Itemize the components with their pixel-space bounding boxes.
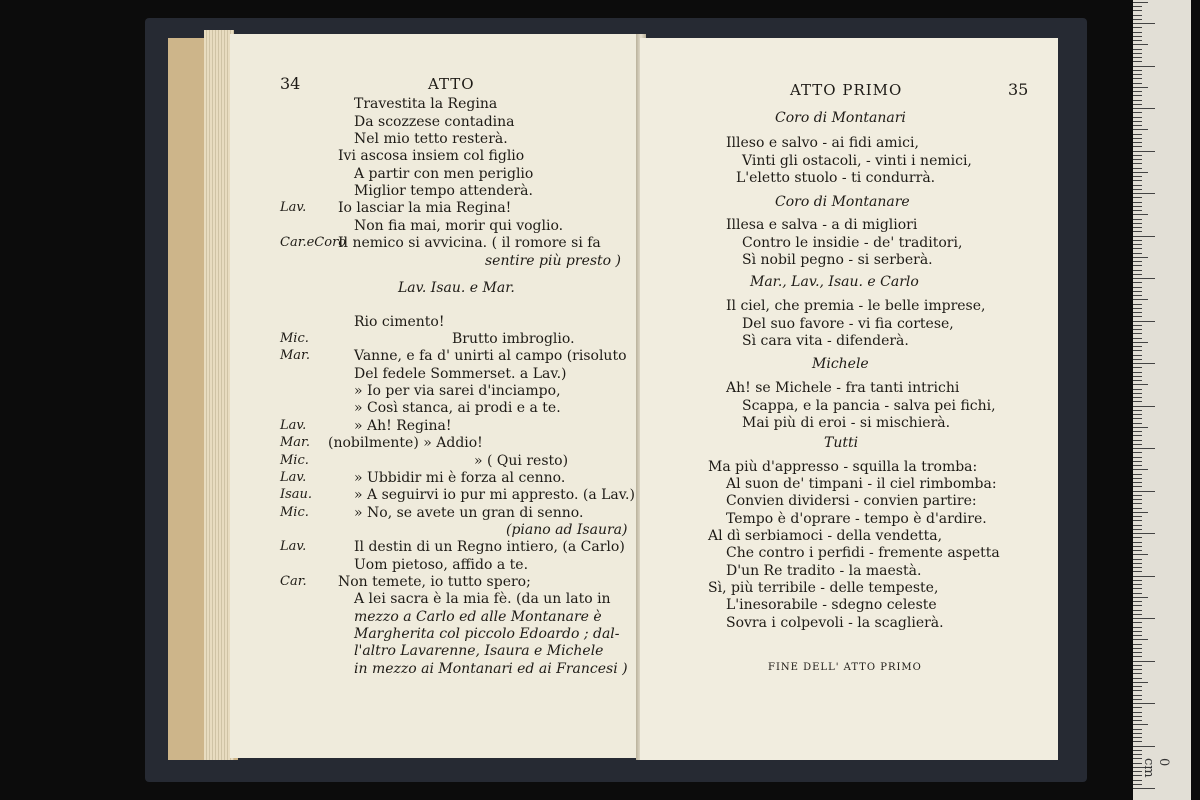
- ruler-tick: [1133, 236, 1155, 237]
- verse-line: Margherita col piccolo Edoardo ; dal-: [354, 626, 620, 642]
- ruler-tick: [1133, 508, 1142, 509]
- verse-line: Che contro i perfidi - fremente aspetta: [726, 545, 1000, 561]
- verse-line: Del fedele Sommerset. a Lav.): [354, 366, 567, 382]
- ruler-unit: 0 cm: [1141, 758, 1171, 778]
- ruler-tick: [1133, 2, 1148, 3]
- ruler-tick: [1133, 427, 1148, 428]
- ruler-tick: [1133, 631, 1142, 632]
- verse-line: (piano ad Isaura): [506, 522, 628, 538]
- ruler-tick: [1133, 605, 1142, 606]
- ruler-tick: [1133, 219, 1142, 220]
- ruler-tick: [1133, 282, 1142, 283]
- ruler-tick: [1133, 87, 1148, 88]
- section-title: Mar., Lav., Isau. e Carlo: [750, 274, 919, 290]
- ruler-tick: [1133, 648, 1142, 649]
- ruler-tick: [1133, 253, 1142, 254]
- ruler-tick: [1133, 533, 1155, 534]
- verse-line: Sì nobil pegno - si serberà.: [742, 252, 933, 268]
- ruler-tick: [1133, 172, 1148, 173]
- ruler-tick: [1133, 673, 1142, 674]
- ruler-tick: [1133, 406, 1155, 407]
- ruler-tick: [1133, 486, 1142, 487]
- ruler-tick: [1133, 244, 1142, 245]
- ruler-tick: [1133, 737, 1142, 738]
- ruler-tick: [1133, 227, 1142, 228]
- verse-line: » ( Qui resto): [474, 453, 569, 469]
- ruler-tick: [1133, 571, 1142, 572]
- ruler-tick: [1133, 125, 1142, 126]
- verse-line: D'un Re tradito - la maestà.: [726, 563, 922, 579]
- ruler-tick: [1133, 610, 1142, 611]
- verse-line: Scappa, e la pancia - salva pei fichi,: [742, 398, 996, 414]
- ruler-tick: [1133, 393, 1142, 394]
- verse-line: Il destin di un Regno intiero, (a Carlo): [354, 539, 625, 555]
- ruler-tick: [1133, 741, 1142, 742]
- ruler-tick: [1133, 410, 1142, 411]
- ruler-tick: [1133, 457, 1142, 458]
- verse-line: in mezzo ai Montanari ed ai Francesi ): [354, 661, 628, 677]
- ruler-tick: [1133, 576, 1155, 577]
- ruler-tick: [1133, 401, 1142, 402]
- ruler-tick: [1133, 278, 1155, 279]
- ruler-tick: [1133, 138, 1142, 139]
- page-header: ATTO: [428, 75, 475, 93]
- ruler-tick: [1133, 482, 1142, 483]
- speaker-label: Lav.: [280, 470, 307, 485]
- ruler-tick: [1133, 117, 1142, 118]
- ruler-tick: [1133, 168, 1142, 169]
- verse-line: Il nemico si avvicina. ( il romore si fa: [338, 235, 601, 251]
- ruler-tick: [1133, 690, 1142, 691]
- ruler-tick: [1133, 367, 1142, 368]
- ruler-tick: [1133, 146, 1142, 147]
- ruler-tick: [1133, 32, 1142, 33]
- ruler-tick: [1133, 342, 1148, 343]
- verse-line: Sovra i colpevoli - la scaglierà.: [726, 615, 944, 631]
- ruler-tick: [1133, 686, 1142, 687]
- ruler-tick: [1133, 91, 1142, 92]
- ruler-tick: [1133, 36, 1142, 37]
- ruler-tick: [1133, 780, 1142, 781]
- ruler-tick: [1133, 448, 1155, 449]
- ruler-tick: [1133, 299, 1148, 300]
- ruler-tick: [1133, 563, 1142, 564]
- ruler-tick: [1133, 452, 1142, 453]
- verse-line: Non fia mai, morir qui voglio.: [354, 218, 564, 234]
- ruler-tick: [1133, 784, 1142, 785]
- ruler-tick: [1133, 291, 1142, 292]
- ruler-tick: [1133, 652, 1142, 653]
- ruler-tick: [1133, 355, 1142, 356]
- ruler-tick: [1133, 389, 1142, 390]
- ruler-tick: [1133, 788, 1155, 789]
- ruler-tick: [1133, 733, 1142, 734]
- ruler-tick: [1133, 435, 1142, 436]
- ruler-tick: [1133, 287, 1142, 288]
- ruler-tick: [1133, 461, 1142, 462]
- ruler-tick: [1133, 695, 1142, 696]
- ruler-tick: [1133, 27, 1142, 28]
- ruler-tick: [1133, 53, 1142, 54]
- verse-line: l'altro Lavarenne, Isaura e Michele: [354, 643, 604, 659]
- verse-line: Ivi ascosa insiem col figlio: [338, 148, 525, 164]
- ruler-tick: [1133, 376, 1142, 377]
- verse-line: Ah! se Michele - fra tanti intrichi: [726, 380, 960, 396]
- ruler-tick: [1133, 108, 1155, 109]
- verse-line: » Ah! Regina!: [354, 418, 452, 434]
- ruler-tick: [1133, 644, 1142, 645]
- verse-line: Sì, più terribile - delle tempeste,: [708, 580, 939, 596]
- ruler-tick: [1133, 529, 1142, 530]
- ruler-tick: [1133, 15, 1142, 16]
- verse-line: A partir con men periglio: [354, 166, 534, 182]
- ruler-tick: [1133, 304, 1142, 305]
- ruler-tick: [1133, 703, 1155, 704]
- ruler-tick: [1133, 248, 1142, 249]
- verse-line: Nel mio tetto resterà.: [354, 131, 508, 147]
- ruler-tick: [1133, 206, 1142, 207]
- speaker-label: Car.: [280, 574, 307, 589]
- section-title: Coro di Montanari: [775, 110, 906, 126]
- ruler-tick: [1133, 66, 1155, 67]
- ruler-tick: [1133, 333, 1142, 334]
- ruler-tick: [1133, 189, 1142, 190]
- ruler-tick: [1133, 554, 1148, 555]
- ruler-tick: [1133, 754, 1142, 755]
- ruler-tick: [1133, 321, 1155, 322]
- speaker-label: Mic.: [280, 331, 309, 346]
- left-page: [230, 34, 638, 758]
- ruler-tick: [1133, 559, 1142, 560]
- ruler-tick: [1133, 601, 1142, 602]
- verse-line: » No, se avete un gran di senno.: [354, 505, 584, 521]
- ruler-tick: [1133, 295, 1142, 296]
- ruler-tick: [1133, 142, 1142, 143]
- ruler-tick: [1133, 363, 1155, 364]
- ruler-tick: [1133, 503, 1142, 504]
- ruler-tick: [1133, 49, 1142, 50]
- verse-line: Del suo favore - vi fia cortese,: [742, 316, 954, 332]
- ruler-tick: [1133, 95, 1142, 96]
- ruler-tick: [1133, 525, 1142, 526]
- verse-line: Non temete, io tutto spero;: [338, 574, 531, 590]
- ruler-tick: [1133, 78, 1142, 79]
- speaker-label: Mic.: [280, 453, 309, 468]
- ruler-tick: [1133, 635, 1142, 636]
- ruler-tick: [1133, 440, 1142, 441]
- speaker-label: Mar.: [280, 348, 310, 363]
- ruler-tick: [1133, 414, 1142, 415]
- verse-line: » Ubbidir mi è forza al cenno.: [354, 470, 566, 486]
- verse-line: Al dì serbiamoci - della vendetta,: [708, 528, 943, 544]
- ruler-tick: [1133, 584, 1142, 585]
- ruler-tick: [1133, 350, 1142, 351]
- verse-line: A lei sacra è la mia fè. (da un lato in: [354, 591, 611, 607]
- ruler-tick: [1133, 112, 1142, 113]
- page-number: 34: [280, 74, 301, 93]
- speaker-label: Isau.: [280, 487, 313, 502]
- act-end: FINE DELL' ATTO PRIMO: [768, 662, 922, 673]
- ruler-tick: [1133, 308, 1142, 309]
- ruler-tick: [1133, 329, 1142, 330]
- ruler-tick: [1133, 359, 1142, 360]
- ruler-tick: [1133, 724, 1148, 725]
- ruler-tick: [1133, 746, 1155, 747]
- speaker-label: Car.eCoro: [280, 235, 347, 250]
- ruler-tick: [1133, 491, 1155, 492]
- ruler-tick: [1133, 176, 1142, 177]
- ruler-tick: [1133, 10, 1142, 11]
- verse-line: Tempo è d'oprare - tempo è d'ardire.: [726, 511, 987, 527]
- ruler-tick: [1133, 720, 1142, 721]
- scene-heading: Lav. Isau. e Mar.: [398, 280, 515, 296]
- verse-line: Convien dividersi - convien partire:: [726, 493, 977, 509]
- ruler-tick: [1133, 40, 1142, 41]
- verse-line: Io lasciar la mia Regina!: [338, 200, 512, 216]
- verse-line: Uom pietoso, affido a te.: [354, 557, 529, 573]
- ruler-tick: [1133, 384, 1148, 385]
- ruler-tick: [1133, 163, 1142, 164]
- verse-line: » Così stanca, ai prodi e a te.: [354, 400, 561, 416]
- ruler-tick: [1133, 372, 1142, 373]
- ruler-tick: [1133, 214, 1148, 215]
- ruler-tick: [1133, 499, 1142, 500]
- ruler-tick: [1133, 707, 1142, 708]
- ruler-tick: [1133, 639, 1148, 640]
- verse-line: Contro le insidie - de' traditori,: [742, 235, 963, 251]
- ruler-tick: [1133, 155, 1142, 156]
- ruler-tick: [1133, 512, 1148, 513]
- ruler-tick: [1133, 74, 1142, 75]
- verse-line: mezzo a Carlo ed alle Montanare è: [354, 609, 602, 625]
- ruler-tick: [1133, 669, 1142, 670]
- speaker-label: Mic.: [280, 505, 309, 520]
- ruler-tick: [1133, 185, 1142, 186]
- section-title: Coro di Montanare: [775, 194, 910, 210]
- verse-line: Da scozzese contadina: [354, 114, 515, 130]
- ruler-tick: [1133, 210, 1142, 211]
- ruler: [1133, 0, 1191, 800]
- ruler-tick: [1133, 270, 1142, 271]
- ruler-tick: [1133, 193, 1155, 194]
- ruler-tick: [1133, 520, 1142, 521]
- ruler-tick: [1133, 580, 1142, 581]
- ruler-tick: [1133, 431, 1142, 432]
- ruler-tick: [1133, 550, 1142, 551]
- ruler-tick: [1133, 661, 1155, 662]
- ruler-tick: [1133, 57, 1142, 58]
- ruler-tick: [1133, 70, 1142, 71]
- ruler-tick: [1133, 325, 1142, 326]
- ruler-tick: [1133, 597, 1148, 598]
- page-header: ATTO PRIMO: [790, 81, 903, 99]
- ruler-tick: [1133, 682, 1148, 683]
- ruler-tick: [1133, 338, 1142, 339]
- ruler-tick: [1133, 134, 1142, 135]
- verse-line: Illesa e salva - a di migliori: [726, 217, 918, 233]
- ruler-tick: [1133, 614, 1142, 615]
- ruler-tick: [1133, 474, 1142, 475]
- ruler-tick: [1133, 729, 1142, 730]
- ruler-tick: [1133, 202, 1142, 203]
- ruler-tick: [1133, 180, 1142, 181]
- ruler-tick: [1133, 121, 1142, 122]
- ruler-tick: [1133, 469, 1148, 470]
- verse-line: Travestita la Regina: [354, 96, 498, 112]
- ruler-tick: [1133, 312, 1142, 313]
- verse-line: Miglior tempo attenderà.: [354, 183, 533, 199]
- ruler-tick: [1133, 197, 1142, 198]
- ruler-tick: [1133, 265, 1142, 266]
- ruler-tick: [1133, 712, 1142, 713]
- ruler-tick: [1133, 699, 1142, 700]
- verse-line: » Io per via sarei d'inciampo,: [354, 383, 561, 399]
- ruler-tick: [1133, 678, 1142, 679]
- ruler-tick: [1133, 418, 1142, 419]
- speaker-label: Mar.: [280, 435, 310, 450]
- page-number: 35: [1008, 80, 1029, 99]
- verse-line: Brutto imbroglio.: [452, 331, 575, 347]
- verse-line: L'eletto stuolo - ti condurrà.: [736, 170, 936, 186]
- section-title: Michele: [812, 356, 869, 372]
- ruler-tick: [1133, 83, 1142, 84]
- verse-line: Al suon de' timpani - il ciel rimbomba:: [726, 476, 997, 492]
- ruler-tick: [1133, 380, 1142, 381]
- verse-line: sentire più presto ): [485, 253, 622, 269]
- verse-line: Mai più di eroi - si mischierà.: [742, 415, 951, 431]
- verse-line: L'inesorabile - sdegno celeste: [726, 597, 937, 613]
- ruler-tick: [1133, 537, 1142, 538]
- ruler-tick: [1133, 516, 1142, 517]
- ruler-tick: [1133, 100, 1142, 101]
- ruler-tick: [1133, 622, 1142, 623]
- verse-line: Vanne, e fa d' unirti al campo (risoluto: [354, 348, 627, 364]
- verse-line: Illeso e salvo - ai fidi amici,: [726, 135, 919, 151]
- verse-line: Rio cimento!: [354, 314, 445, 330]
- right-page: [640, 38, 1058, 760]
- ruler-tick: [1133, 23, 1155, 24]
- verse-line: Il ciel, che premia - le belle imprese,: [726, 298, 986, 314]
- ruler-tick: [1133, 257, 1148, 258]
- ruler-tick: [1133, 346, 1142, 347]
- verse-line: Ma più d'appresso - squilla la tromba:: [708, 459, 978, 475]
- speaker-label: Lav.: [280, 418, 307, 433]
- ruler-tick: [1133, 44, 1148, 45]
- ruler-tick: [1133, 478, 1142, 479]
- ruler-tick: [1133, 656, 1142, 657]
- section-title: Tutti: [824, 435, 859, 451]
- ruler-tick: [1133, 593, 1142, 594]
- ruler-tick: [1133, 665, 1142, 666]
- speaker-label: Lav.: [280, 200, 307, 215]
- ruler-tick: [1133, 618, 1155, 619]
- ruler-tick: [1133, 19, 1142, 20]
- verse-line: Sì cara vita - difenderà.: [742, 333, 909, 349]
- ruler-tick: [1133, 240, 1142, 241]
- verse-line: (nobilmente) » Addio!: [328, 435, 483, 451]
- ruler-tick: [1133, 495, 1142, 496]
- ruler-tick: [1133, 397, 1142, 398]
- ruler-tick: [1133, 316, 1142, 317]
- ruler-tick: [1133, 588, 1142, 589]
- ruler-tick: [1133, 542, 1142, 543]
- ruler-tick: [1133, 61, 1142, 62]
- ruler-tick: [1133, 716, 1142, 717]
- ruler-tick: [1133, 6, 1142, 7]
- ruler-tick: [1133, 159, 1142, 160]
- ruler-tick: [1133, 261, 1142, 262]
- ruler-tick: [1133, 104, 1142, 105]
- ruler-tick: [1133, 465, 1142, 466]
- ruler-tick: [1133, 567, 1142, 568]
- ruler-tick: [1133, 444, 1142, 445]
- ruler-tick: [1133, 546, 1142, 547]
- ruler-tick: [1133, 423, 1142, 424]
- ruler-tick: [1133, 129, 1148, 130]
- ruler-tick: [1133, 151, 1155, 152]
- verse-line: » A seguirvi io pur mi appresto. (a Lav.): [354, 487, 635, 503]
- ruler-tick: [1133, 231, 1142, 232]
- speaker-label: Lav.: [280, 539, 307, 554]
- ruler-tick: [1133, 274, 1142, 275]
- ruler-tick: [1133, 627, 1142, 628]
- ruler-tick: [1133, 750, 1142, 751]
- verse-line: Vinti gli ostacoli, - vinti i nemici,: [742, 153, 972, 169]
- ruler-tick: [1133, 223, 1142, 224]
